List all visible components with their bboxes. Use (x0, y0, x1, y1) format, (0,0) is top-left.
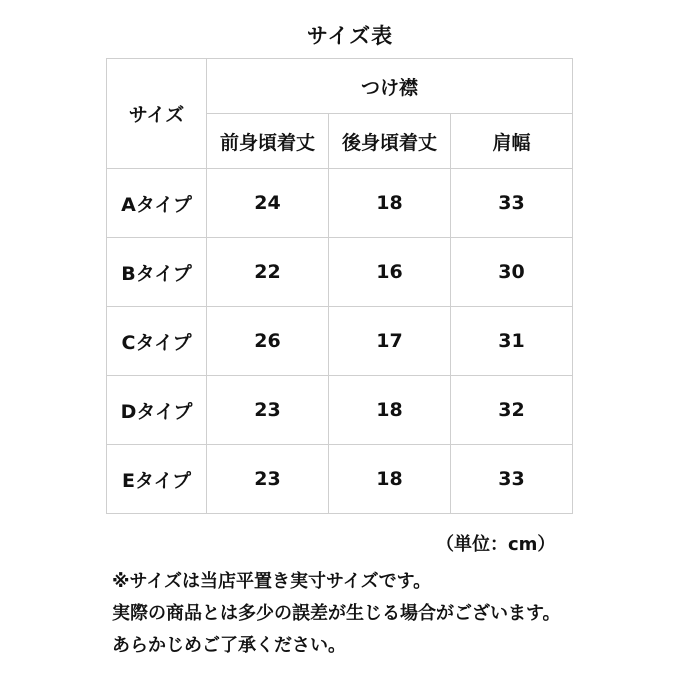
table-header-row (107, 59, 573, 114)
row-label: Eタイプ (107, 445, 207, 514)
table-cell: 30 (451, 238, 573, 307)
table-cell: 16 (329, 238, 451, 307)
size-table (106, 58, 573, 514)
table-row (107, 376, 573, 445)
table-row (107, 445, 573, 514)
table-cell: 17 (329, 307, 451, 376)
table-cell: 24 (207, 169, 329, 238)
collar-group-header: つけ襟 (207, 59, 573, 114)
table-cell: 22 (207, 238, 329, 307)
row-label: Bタイプ (107, 238, 207, 307)
table-cell: 23 (207, 445, 329, 514)
notes (112, 566, 561, 662)
page-title: サイズ表 (306, 24, 394, 48)
table-cell: 18 (329, 169, 451, 238)
size-column-header: サイズ (107, 59, 207, 169)
column-header-back-length: 後身頃着丈 (329, 114, 451, 169)
table-row (107, 307, 573, 376)
table-cell: 33 (451, 445, 573, 514)
note-line: ※サイズは当店平置き実寸サイズです。 (112, 571, 432, 592)
table-cell: 23 (207, 376, 329, 445)
table-cell: 18 (329, 445, 451, 514)
note-line: 実際の商品とは多少の誤差が生じる場合がございます。 (112, 603, 561, 624)
row-label: Cタイプ (107, 307, 207, 376)
column-header-front-length: 前身頃着丈 (207, 114, 329, 169)
table-cell: 32 (451, 376, 573, 445)
table-cell: 33 (451, 169, 573, 238)
row-label: Dタイプ (107, 376, 207, 445)
note-line: あらかじめご了承ください。 (112, 635, 346, 656)
table-row (107, 238, 573, 307)
column-header-shoulder-width: 肩幅 (451, 114, 573, 169)
table-cell: 31 (451, 307, 573, 376)
table-cell: 18 (329, 376, 451, 445)
table-row (107, 169, 573, 238)
table-cell: 26 (207, 307, 329, 376)
row-label: Aタイプ (107, 169, 207, 238)
unit-note: （単位：cm） (436, 534, 556, 555)
